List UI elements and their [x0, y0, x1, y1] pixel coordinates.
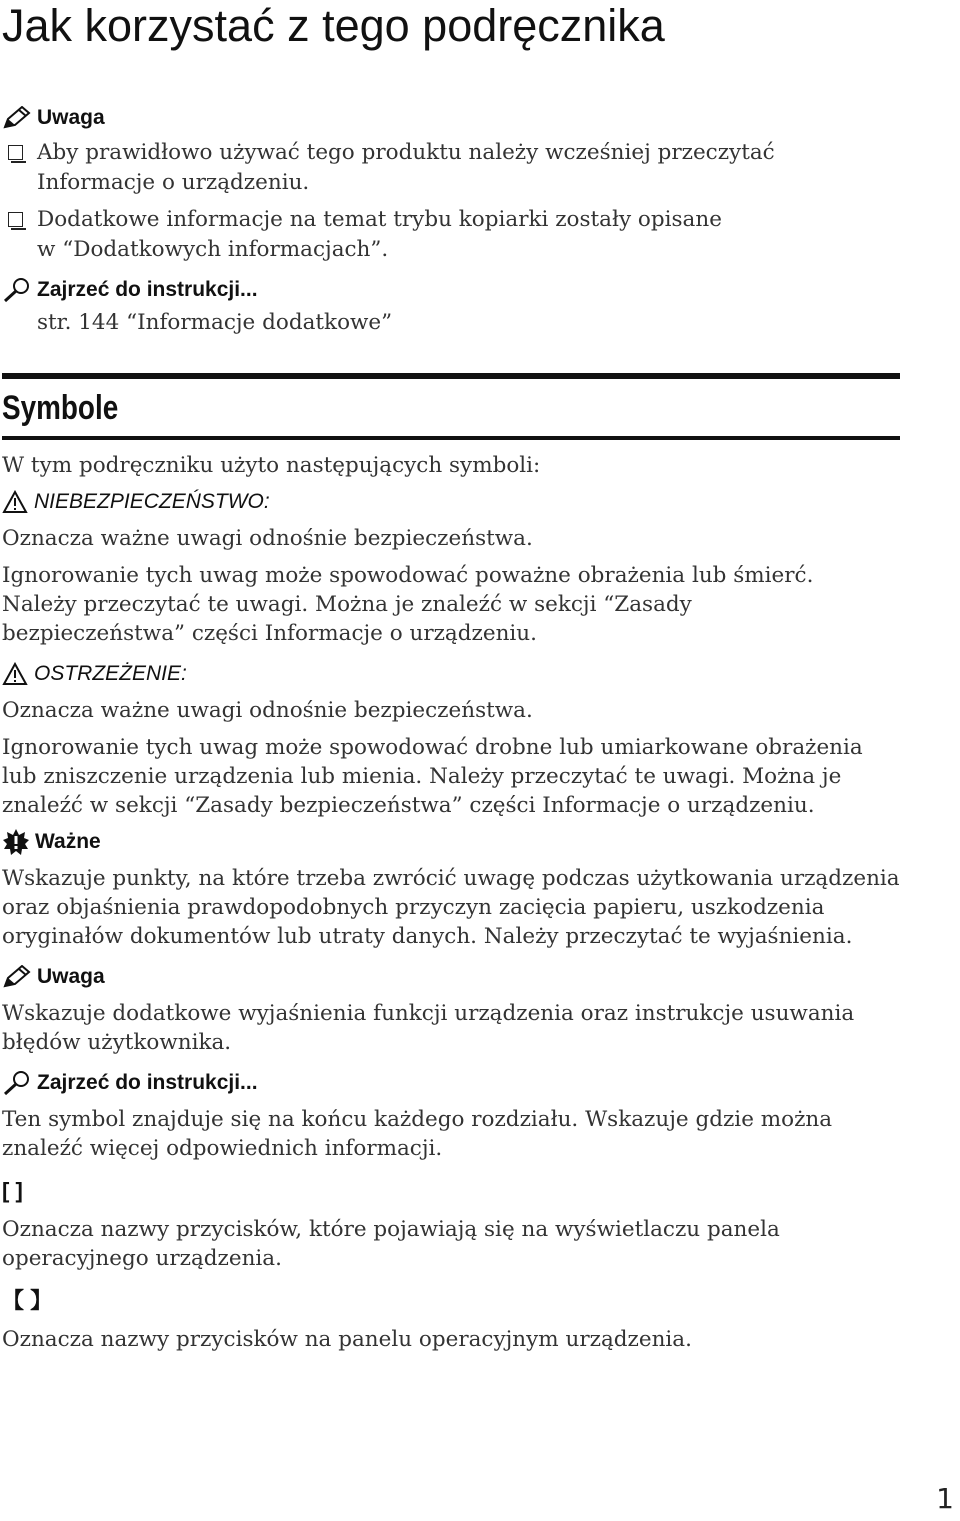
important-line: oryginałów dokumentów lub utraty danych. Należy przeczytać te wyjaśnienia. — [2, 924, 853, 949]
square-brackets-line: operacyjnego urządzenia. — [2, 1246, 282, 1271]
intro-text: W tym podręczniku użyto następujących symboli: — [2, 453, 541, 478]
page-title: Jak korzystać z tego podręcznika — [2, 0, 665, 51]
reference-text: str. 144 “Informacje dodatkowe” — [37, 310, 393, 335]
note-label: Uwaga — [37, 106, 105, 129]
reference-symbol-label: Zajrzeć do instrukcji... — [37, 1071, 258, 1094]
important-burst-icon — [2, 828, 30, 856]
warning-triangle-icon — [2, 490, 28, 514]
checkbox-icon — [8, 145, 23, 160]
warning-label: OSTRZEŻENIE: — [34, 662, 187, 685]
reference-symbol-line: znaleźć więcej odpowiednich informacji. — [2, 1136, 443, 1161]
page-number: 1 — [936, 1482, 954, 1515]
note-block — [2, 104, 902, 338]
magnifier-icon — [2, 277, 32, 303]
note-item — [2, 205, 902, 264]
checkbox-icon — [8, 212, 23, 227]
note-item-line: Aby prawidłowo używać tego produktu należy wcześniej przeczytać — [37, 140, 775, 165]
danger-label: NIEBEZPIECZEŃSTWO: — [34, 490, 270, 513]
danger-line: Należy przeczytać te uwagi. Można je znaleźć w sekcji “Zasady — [2, 592, 692, 617]
note-item-line: Dodatkowe informacje na temat trybu kopiarki zostały opisane — [37, 207, 722, 232]
section-title: Symbole — [2, 389, 119, 427]
lenticular-brackets-symbol: 【 】 — [2, 1288, 53, 1313]
note-label-row — [2, 104, 902, 132]
note-symbol-label: Uwaga — [37, 965, 105, 988]
note-item-line: w “Dodatkowych informacjach”. — [37, 236, 389, 262]
warning-label-row — [2, 660, 932, 688]
section-rule-top — [2, 373, 900, 379]
reference-label-row — [2, 276, 902, 304]
important-label: Ważne — [35, 830, 101, 853]
important-label-row — [2, 828, 932, 856]
reference-symbol-label-row — [2, 1069, 932, 1097]
square-brackets-symbol: [ ] — [2, 1178, 23, 1203]
lenticular-brackets-line: Oznacza nazwy przycisków na panelu operacyjnym urządzenia. — [2, 1327, 692, 1352]
warning-triangle-icon — [2, 662, 28, 686]
important-line: Wskazuje punkty, na które trzeba zwrócić uwagę podczas użytkowania urządzenia — [2, 866, 900, 891]
square-brackets-line: Oznacza nazwy przycisków, które pojawiają się na wyświetlaczu panela — [2, 1217, 780, 1242]
note-symbol-line: Wskazuje dodatkowe wyjaśnienia funkcji urządzenia oraz instrukcje usuwania — [2, 1001, 855, 1026]
symbols-content — [2, 451, 932, 1354]
note-item — [2, 138, 902, 197]
warning-line: Ignorowanie tych uwag może spowodować drobne lub umiarkowane obrażenia — [2, 735, 863, 760]
danger-line: Oznacza ważne uwagi odnośnie bezpieczeństwa. — [2, 526, 533, 551]
danger-label-row — [2, 488, 932, 516]
note-item-line: Informacje o urządzeniu. — [37, 169, 310, 195]
section-rule-bottom — [2, 436, 900, 440]
reference-label: Zajrzeć do instrukcji... — [37, 278, 258, 301]
note-symbol-line: błędów użytkownika. — [2, 1030, 232, 1055]
reference-symbol-line: Ten symbol znajduje się na końcu każdego rozdziału. Wskazuje gdzie można — [2, 1107, 833, 1132]
warning-line: Oznacza ważne uwagi odnośnie bezpieczeństwa. — [2, 698, 533, 723]
important-line: oraz objaśnienia prawdopodobnych przyczyn zacięcia papieru, uszkodzenia — [2, 895, 825, 920]
magnifier-icon — [2, 1070, 32, 1096]
warning-line: znaleźć w sekcji “Zasady bezpieczeństwa” części Informacje o urządzeniu. — [2, 793, 815, 818]
warning-line: lub zniszczenie urządzenia lub mienia. Należy przeczytać te uwagi. Można je — [2, 764, 842, 789]
pencil-icon — [2, 106, 32, 130]
note-symbol-label-row — [2, 963, 932, 991]
pencil-icon — [2, 965, 32, 989]
danger-line: bezpieczeństwa” części Informacje o urządzeniu. — [2, 621, 537, 646]
danger-line: Ignorowanie tych uwag może spowodować poważne obrażenia lub śmierć. — [2, 563, 814, 588]
